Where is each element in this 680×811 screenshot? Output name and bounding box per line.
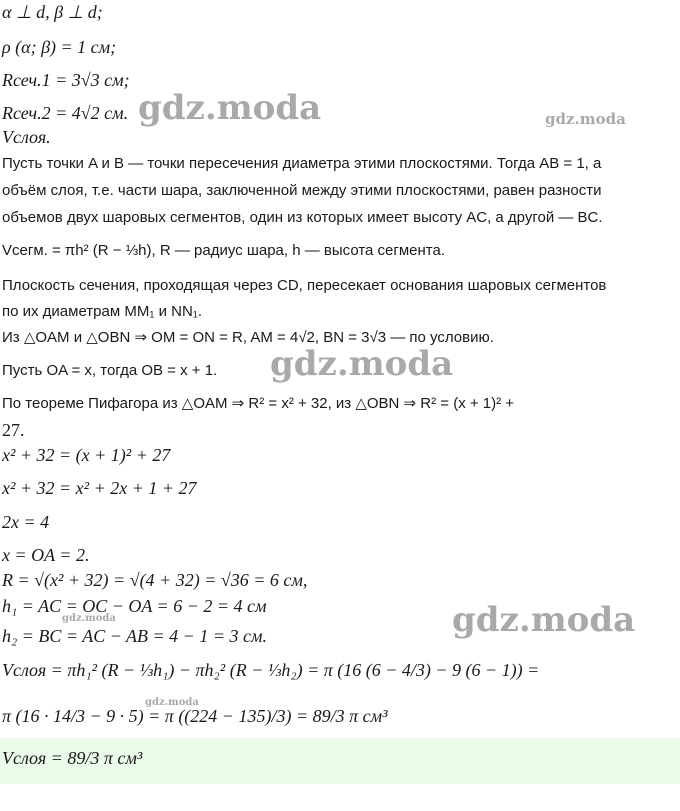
text-line: По теореме Пифагора из △OAM ⇒ R² = x² + 32, из △OBN ⇒ R² = (x + 1)² + — [2, 395, 515, 412]
layer-volume-calc-cont: π (16 · 14/3 − 9 · 5) = π ((224 − 135)/3) = 89/3 π см³ — [2, 706, 388, 726]
find-volume: Vслоя. — [2, 127, 51, 147]
text-line: Пусть точки A и B — точки пересечения диаметра этими плоскостями. Тогда AB = 1, а — [2, 155, 602, 172]
equation-line: x = OA = 2. — [2, 545, 90, 565]
height-2-calc: h₂ = BC = AC − AB = 4 − 1 = 3 см. — [2, 626, 267, 646]
given-perpendicular: α ⊥ d, β ⊥ d; — [2, 2, 103, 22]
text-line: объемов двух шаровых сегментов, один из которых имеет высоту AC, а другой — BC. — [2, 209, 603, 226]
height-1-calc: h₁ = AC = OC − OA = 6 − 2 = 4 см — [2, 596, 267, 616]
equation-line: x² + 32 = x² + 2x + 1 + 27 — [2, 478, 197, 498]
watermark: gdz.moda — [545, 110, 626, 128]
given-radius-1: Rсеч.1 = 3√3 см; — [2, 70, 130, 90]
watermark: gdz.moda — [145, 697, 199, 708]
watermark: gdz.moda — [62, 613, 116, 624]
segment-volume-formula: Vсегм. = πh² (R − ⅓h), R — радиус шара, h — высота сегмента. — [2, 242, 446, 259]
given-distance: ρ (α; β) = 1 см; — [2, 37, 117, 57]
final-answer: Vслоя = 89/3 π см³ — [2, 748, 143, 768]
watermark: gdz.moda — [270, 344, 454, 384]
text-line: 27. — [2, 420, 25, 440]
given-radius-2: Rсеч.2 = 4√2 см. — [2, 103, 129, 123]
text-line: объём слоя, т.е. части шара, заключенной между этими плоскостями, равен разности — [2, 182, 602, 199]
text-line: по их диаметрам MM₁ и NN₁. — [2, 303, 203, 320]
equation-line: x² + 32 = (x + 1)² + 27 — [2, 445, 171, 465]
text-line: Из △OAM и △OBN ⇒ OM = ON = R, AM = 4√2, BN = 3√3 — по условию. — [2, 329, 494, 346]
layer-volume-calc: Vслоя = πh₁² (R − ⅓h₁) − πh₂² (R − ⅓h₂) = π (16 (6 − 4/3) − 9 (6 − 1)) = — [2, 660, 540, 680]
text-line: Пусть OA = x, тогда OB = x + 1. — [2, 362, 218, 379]
equation-line: 2x = 4 — [2, 512, 50, 532]
watermark: gdz.moda — [138, 88, 322, 128]
text-line: Плоскость сечения, проходящая через CD, пересекает основания шаровых сегментов — [2, 277, 607, 294]
watermark: gdz.moda — [452, 600, 636, 640]
radius-calc: R = √(x² + 32) = √(4 + 32) = √36 = 6 см, — [2, 570, 308, 590]
